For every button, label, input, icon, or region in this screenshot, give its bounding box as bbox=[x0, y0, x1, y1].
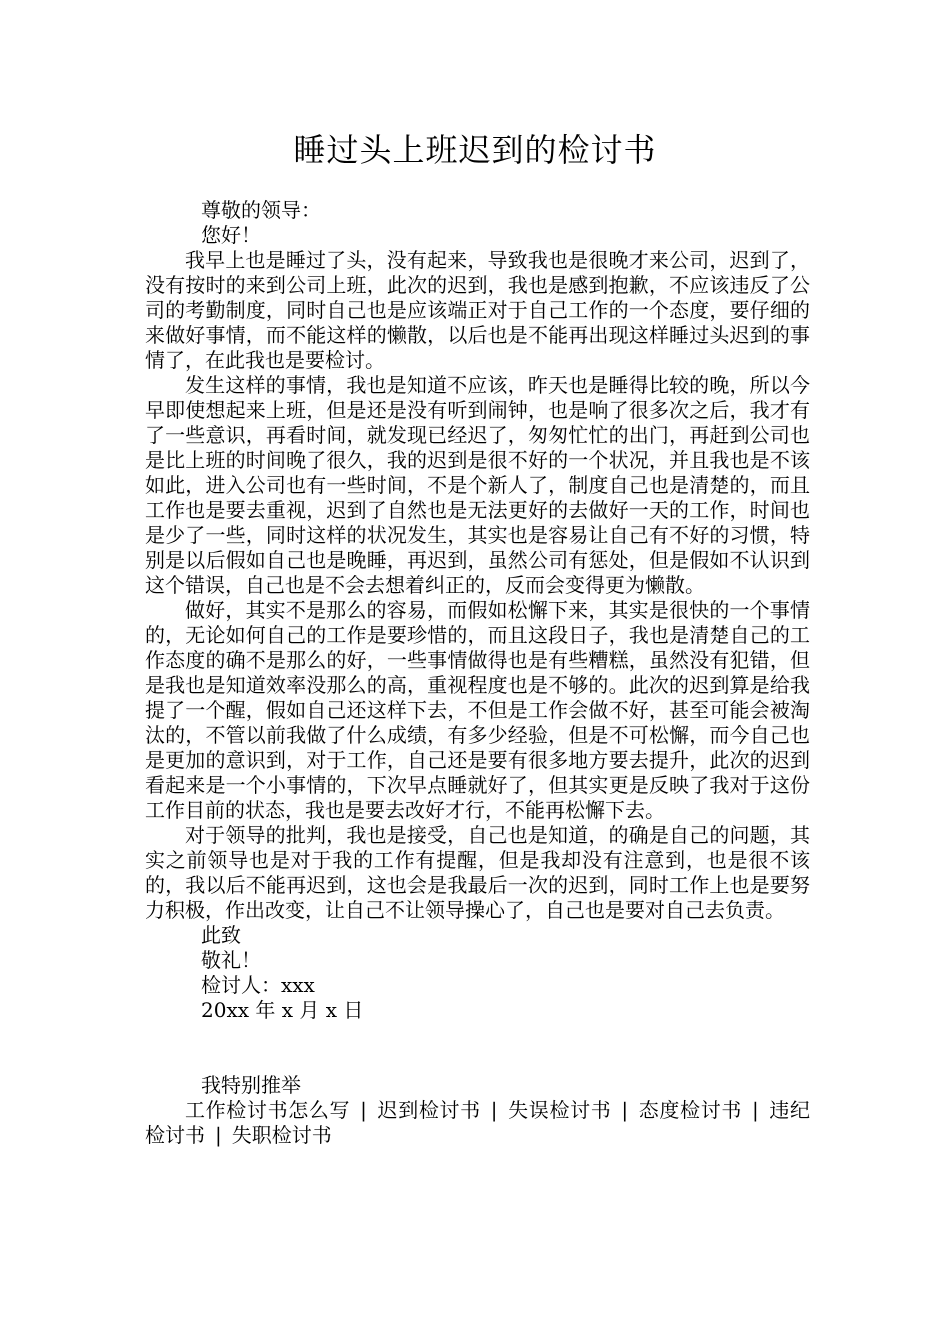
closing-line-1: 此致 bbox=[201, 923, 241, 947]
signer: 检讨人：xxx bbox=[201, 973, 315, 997]
document-title: 睡过头上班迟到的检讨书 bbox=[293, 131, 657, 169]
separator: | bbox=[751, 1098, 759, 1122]
recommend-link-discipline-review[interactable]: 违纪检讨书 bbox=[145, 1098, 811, 1147]
closing-line-2: 敬礼！ bbox=[201, 948, 261, 972]
document-body bbox=[145, 198, 810, 1148]
recommend-link-attitude-review[interactable]: 态度检讨书 bbox=[638, 1098, 742, 1122]
spacer bbox=[145, 1023, 810, 1073]
recommend-link-mistake-review[interactable]: 失误检讨书 bbox=[507, 1098, 612, 1122]
recommend-link-work-review[interactable]: 工作检讨书怎么写 bbox=[185, 1098, 351, 1122]
separator: | bbox=[215, 1123, 222, 1147]
recommend-link-negligence-review[interactable]: 失职检讨书 bbox=[231, 1123, 332, 1147]
paragraph-1: 我早上也是睡过了头，没有起来，导致我也是很晚才来公司，迟到了，没有按时的来到公司上班，此次的迟到，我也是感到抱歉，不应该违反了公司的考勤制度，同时自己也是应该端正对于自己工作的一个态度，要仔细的来做好事情，而不能这样的懒散，以后也是不能再出现这样睡过头迟到的事情了，在此我也是要检讨。 bbox=[145, 248, 810, 372]
salutation: 尊敬的领导： bbox=[201, 198, 321, 222]
recommend-links bbox=[145, 1098, 810, 1148]
paragraph-2: 发生这样的事情，我也是知道不应该，昨天也是睡得比较的晚，所以今早即使想起来上班，但是还是没有听到闹钟，也是响了很多次之后，我才有了一些意识，再看时间，就发现已经迟了，匆匆忙忙的出门，再赶到公司也是比上班的时间晚了很久，我的迟到是很不好的一个状况，并且我也是不该如此，进入公司也有一些时间，不是个新人了，制度自己也是清楚的，而且工作也是要去重视，迟到了自然也是无法更好的去做好一天的工作，时间也是少了一些，同时这样的状况发生，其实也是容易让自己有不好的习惯，特别是以后假如自己也是晚睡，再迟到，虽然公司有惩处，但是假如不认识到这个错误，自己也是不会去想着纠正的，反而会变得更为懒散。 bbox=[145, 373, 810, 597]
paragraph-3: 做好，其实不是那么的容易，而假如松懈下来，其实是很快的一个事情的，无论如何自己的工作是要珍惜的，而且这段日子，我也是清楚自己的工作态度的确不是那么的好，一些事情做得也是有些糟糕，虽然没有犯错，但是我也是知道效率没那么的高，重视程度也是不够的。此次的迟到算是给我提了一个醒，假如自己还这样下去，不但是工作会做不好，甚至可能会被淘汰的，不管以前我做了什么成绩，有多少经验，但是不可松懈，而今自己也是更加的意识到，对于工作，自己还是要有很多地方要去提升，此次的迟到看起来是一个小事情的，下次早点睡就好了，但其实更是反映了我对于这份工作目前的状态，我也是要去改好才行，不能再松懈下去。 bbox=[145, 598, 810, 822]
recommend-heading: 我特别推举 bbox=[201, 1073, 301, 1097]
separator: | bbox=[621, 1098, 629, 1122]
separator: | bbox=[360, 1098, 367, 1122]
recommend-link-late-review[interactable]: 迟到检讨书 bbox=[376, 1098, 481, 1122]
separator: | bbox=[490, 1098, 498, 1122]
greeting: 您好！ bbox=[201, 223, 261, 247]
date: 20xx 年 x 月 x 日 bbox=[201, 998, 364, 1022]
paragraph-4: 对于领导的批判，我也是接受，自己也是知道，的确是自己的问题，其实之前领导也是对于我的工作有提醒，但是我却没有注意到，也是很不该的，我以后不能再迟到，这也会是我最后一次的迟到，同时工作上也是要努力积极，作出改变，让自己不让领导操心了，自己也是要对自己去负责。 bbox=[145, 823, 810, 922]
